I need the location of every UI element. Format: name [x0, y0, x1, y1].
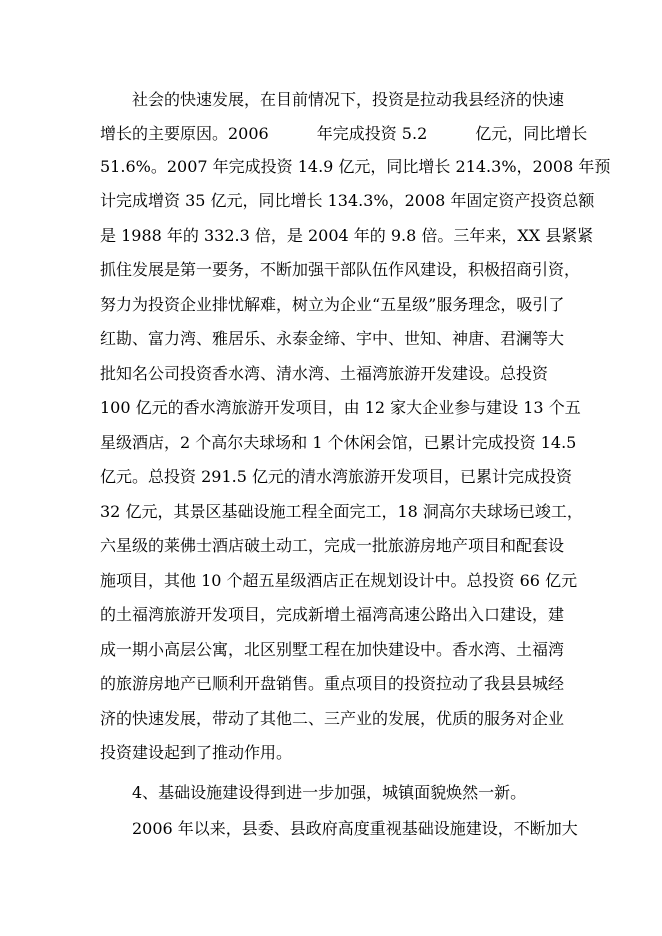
paragraph-1-line-14: 六星级的莱佛士酒店破土动工，完成一批旅游房地产项目和配套设: [100, 536, 565, 555]
paragraph-1-line-10: 100 亿元的香水湾旅游开发项目，由 12 家大企业参与建设 13 个五: [100, 398, 581, 417]
paragraph-1-line-16: 的土福湾旅游开发项目，完成新增土福湾高速公路出入口建设，建: [100, 605, 565, 624]
paragraph-1-line-12: 亿元。总投资 291.5 亿元的清水湾旅游开发项目，已累计完成投资: [100, 467, 572, 486]
paragraph-1-line-7: 努力为投资企业排忧解难，树立为企业“五星级”服务理念，吸引了: [100, 295, 565, 314]
paragraph-1-line-4: 计完成增资 35 亿元，同比增长 134.3%，2008 年固定资产投资总额: [100, 191, 595, 210]
paragraph-1-line-6: 抓住发展是第一要务，不断加强干部队伍作风建设，积极招商引资，: [100, 260, 581, 279]
paragraph-1-line-13: 32 亿元，其景区基础设施工程全面完工，18 洞高尔夫球场已竣工，: [100, 502, 583, 521]
paragraph-1-line-5: 是 1988 年的 332.3 倍，是 2004 年的 9.8 倍。三年来，XX 县紧紧: [100, 226, 594, 245]
section-heading-4: 4、基础设施建设得到进一步加强，城镇面貌焕然一新。: [132, 783, 527, 802]
paragraph-1-line-2: 增长的主要原因。2006 年完成投资 5.2 亿元，同比增长: [100, 124, 588, 143]
paragraph-1-line-8: 红勘、富力湾、雅居乐、永泰金缔、宇中、世知、神唐、君澜等大: [100, 329, 565, 348]
paragraph-1-line-19: 济的快速发展，带动了其他二、三产业的发展，优质的服务对企业: [100, 709, 565, 728]
paragraph-1-line-9: 批知名公司投资香水湾、清水湾、土福湾旅游开发建设。总投资: [100, 364, 549, 383]
paragraph-2-line-1: 2006 年以来，县委、县政府高度重视基础设施建设，不断加大: [132, 819, 578, 838]
paragraph-1-line-20: 投资建设起到了推动作用。: [100, 743, 293, 762]
paragraph-1-line-3: 51.6%。2007 年完成投资 14.9 亿元，同比增长 214.3%，2008 年预: [100, 157, 611, 176]
paragraph-1-line-15: 施项目，其他 10 个超五星级酒店正在规划设计中。总投资 66 亿元: [100, 571, 578, 590]
paragraph-1-line-1: 社会的快速发展，在目前情况下，投资是拉动我县经济的快速: [132, 90, 565, 109]
paragraph-1-line-17: 成一期小高层公寓，北区别墅工程在加快建设中。香水湾、土福湾: [100, 640, 565, 659]
paragraph-1-line-18: 的旅游房地产已顺利开盘销售。重点项目的投资拉动了我县县城经: [100, 674, 565, 693]
paragraph-1-line-11: 星级酒店，2 个高尔夫球场和 1 个休闲会馆，已累计完成投资 14.5: [100, 433, 577, 452]
